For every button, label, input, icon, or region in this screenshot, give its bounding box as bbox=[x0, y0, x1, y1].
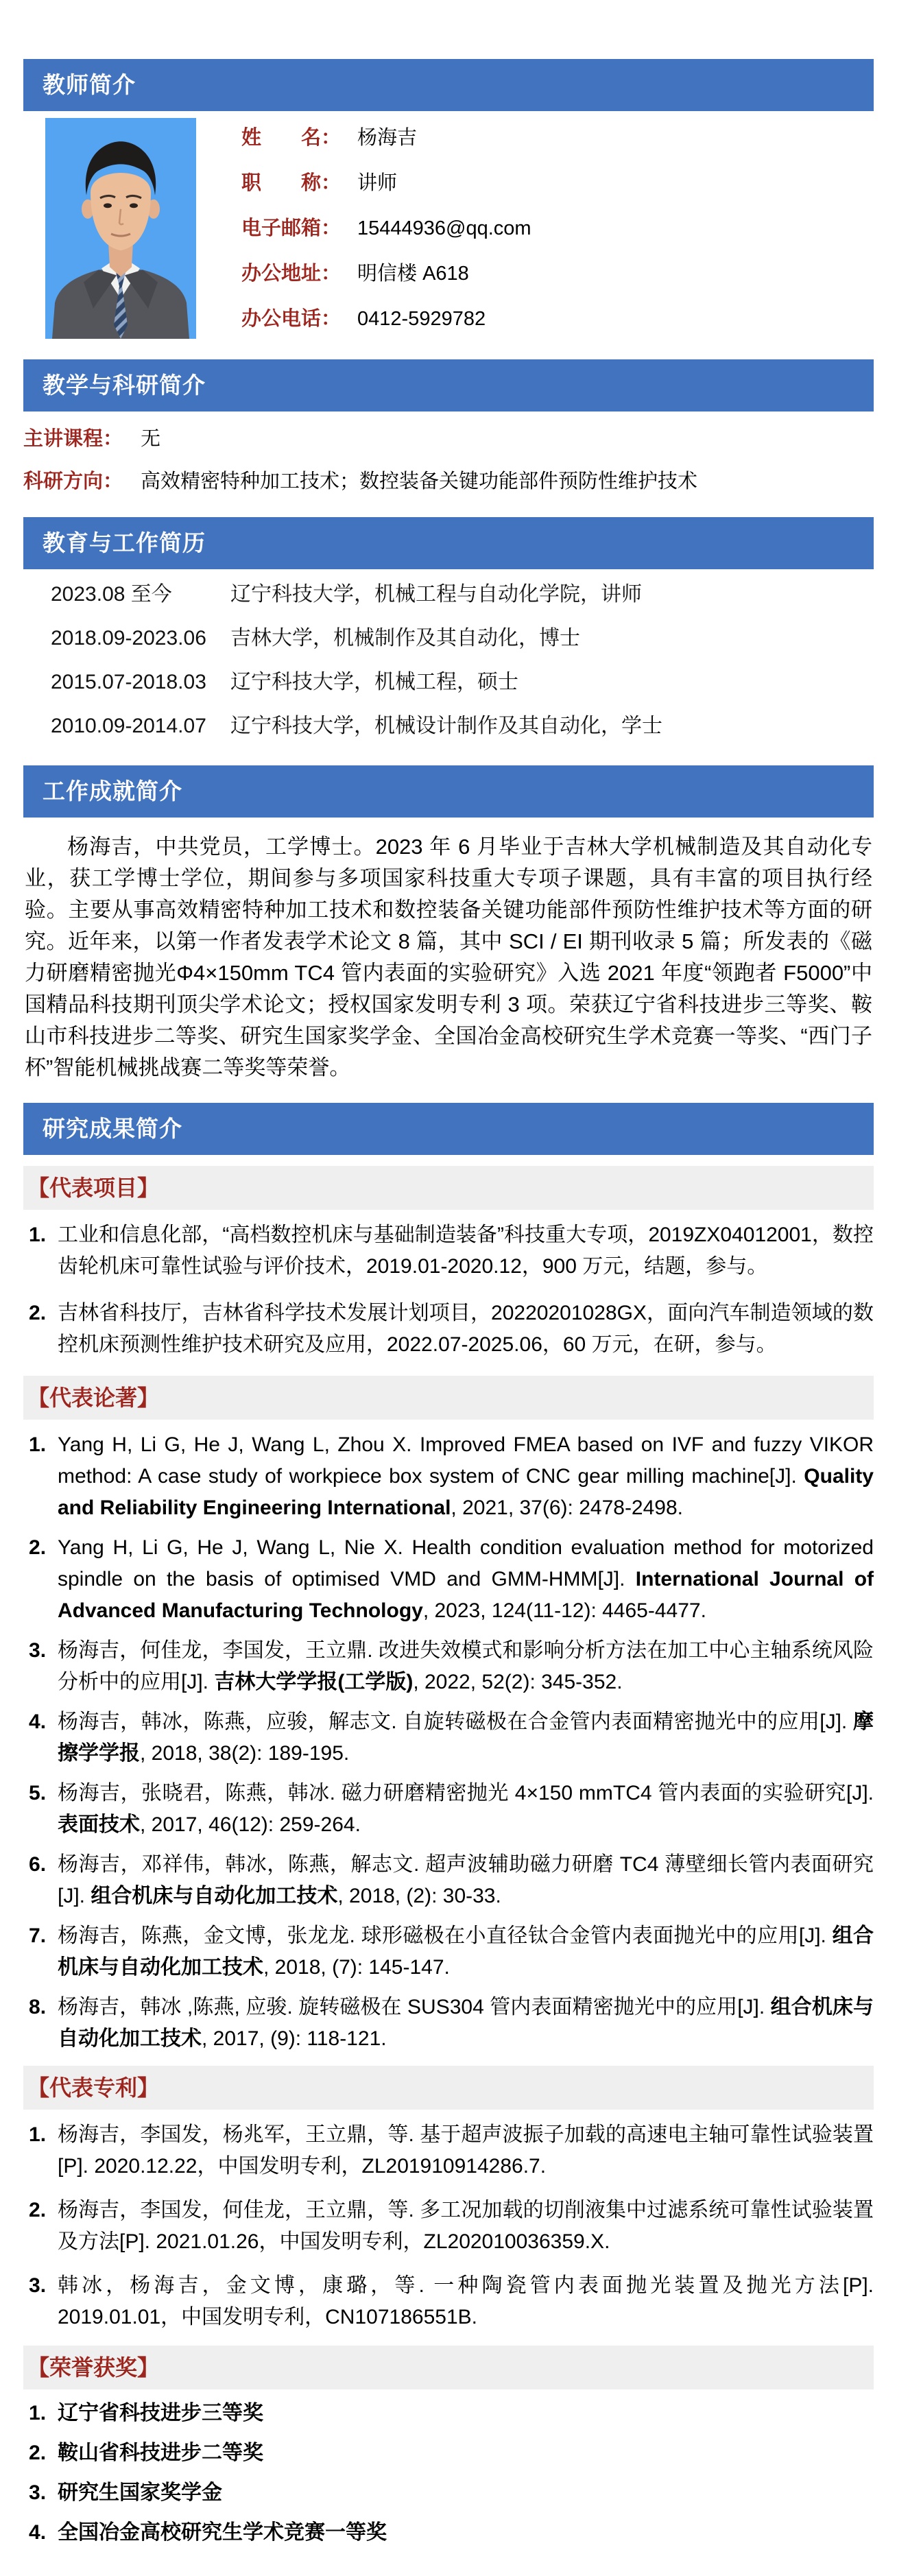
publication-item bbox=[23, 1849, 874, 1912]
pub-text: , 2018, (7): 145-147. bbox=[263, 1956, 450, 1979]
project-item: 工业和信息化部，“高档数控机床与基础制造装备”科技重大专项，2019ZX04012001，数控齿轮机床可靠性试验与评价技术，2019.01-2020.12，900 万元，结题，参与。 bbox=[58, 1224, 874, 1278]
publication-item bbox=[23, 1706, 874, 1769]
field-title-value: 讲师 bbox=[357, 172, 398, 194]
subheading-label: 【代表论著】 bbox=[27, 1385, 160, 1410]
publication-item bbox=[23, 1778, 874, 1841]
subheading-publications bbox=[23, 1376, 874, 1420]
section-title: 教育与工作简历 bbox=[43, 530, 206, 556]
field-office-label: 办公地址： bbox=[241, 263, 342, 285]
field-email-value: 15444936@qq.com bbox=[357, 217, 531, 239]
field-courses-value: 无 bbox=[141, 428, 161, 450]
publication-item bbox=[23, 1635, 874, 1698]
field-phone-label: 办公电话： bbox=[241, 308, 342, 330]
field-title-label: 职 称： bbox=[241, 172, 342, 194]
pub-text: 杨海吉，韩冰 ,陈燕, 应骏. 旋转磁极在 SUS304 管内表面精密抛光中的应用[J]. bbox=[58, 1996, 771, 2018]
field-courses-label: 主讲课程： bbox=[23, 428, 123, 450]
profile-info bbox=[241, 118, 531, 354]
pub-journal: Quality and Reliability Engineering International bbox=[58, 1465, 874, 1519]
field-research-direction-value: 高效精密特种加工技术；数控装备关键功能部件预防性维护技术 bbox=[141, 470, 698, 492]
publication-item bbox=[23, 1429, 874, 1524]
education-period: 2010.09-2014.07 bbox=[51, 715, 206, 737]
pub-text: 杨海吉，邓祥伟，韩冰，陈燕，解志文. 超声波辅助磁力研磨 TC4 薄壁细长管内表面研究[J]. bbox=[58, 1853, 874, 1907]
patent-item: 韩冰，杨海吉，金文博，康璐，等. 一种陶瓷管内表面抛光装置及抛光方法[P]. 2019.01.01，中国发明专利，CN107186551B. bbox=[58, 2274, 874, 2328]
field-courses bbox=[23, 428, 874, 450]
pub-text: , 2017, (9): 118-121. bbox=[202, 2027, 387, 2050]
publications-list bbox=[23, 1429, 874, 2055]
field-title bbox=[241, 173, 531, 193]
field-name-label: 姓 名： bbox=[241, 127, 342, 149]
field-phone bbox=[241, 309, 531, 329]
publication-item bbox=[23, 1920, 874, 1983]
section-header-achievements bbox=[23, 765, 874, 818]
profile-block bbox=[23, 118, 874, 354]
pub-text: 杨海吉，张晓君，陈燕，韩冰. 磁力研磨精密抛光 4×150 mmTC4 管内表面的实验研究[J]. bbox=[58, 1782, 874, 1804]
section-header-teacher-intro bbox=[23, 59, 874, 111]
id-photo-image bbox=[45, 118, 196, 339]
field-name-value: 杨海吉 bbox=[357, 127, 418, 149]
pub-text: , 2021, 37(6): 2478-2498. bbox=[451, 1496, 684, 1519]
section-title: 教学与科研简介 bbox=[43, 372, 206, 398]
section-header-research-results bbox=[23, 1103, 874, 1155]
faculty-profile-page bbox=[23, 0, 874, 2576]
field-office bbox=[241, 263, 531, 284]
honor-item: 辽宁省科技进步三等奖 bbox=[58, 2402, 263, 2424]
education-period: 2018.09-2023.06 bbox=[51, 627, 206, 649]
education-entry bbox=[23, 627, 874, 650]
pub-text: , 2017, 46(12): 259-264. bbox=[140, 1813, 361, 1836]
projects-list bbox=[23, 1219, 874, 1361]
field-office-value: 明信楼 A618 bbox=[357, 263, 469, 285]
education-detail: 辽宁科技大学，机械工程与自动化学院，讲师 bbox=[230, 583, 642, 606]
pub-text: , 2018, 38(2): 189-195. bbox=[140, 1742, 350, 1765]
field-research-direction-label: 科研方向： bbox=[23, 470, 123, 492]
pub-journal: 摩擦学学报 bbox=[58, 1710, 874, 1765]
pub-journal: 吉林大学学报(工学版) bbox=[214, 1671, 414, 1693]
pub-text: , 2023, 124(11-12): 4465-4477. bbox=[422, 1599, 706, 1622]
pub-text: 杨海吉，陈燕，金文博，张龙龙. 球形磁极在小直径钛合金管内表面抛光中的应用[J]. bbox=[58, 1924, 833, 1947]
pub-text: Yang H, Li G, He J, Wang L, Nie X. Health condition evaluation method for motorized spindle on the basis of optimised VMD and GMM-HMM[J]. bbox=[58, 1536, 874, 1590]
section-header-education bbox=[23, 517, 874, 569]
pub-journal: 组合机床与自动化加工技术 bbox=[58, 1996, 874, 2050]
honor-item: 鞍山省科技进步二等奖 bbox=[58, 2442, 263, 2464]
honor-item: 研究生国家奖学金 bbox=[58, 2481, 222, 2504]
pub-text: , 2022, 52(2): 345-352. bbox=[413, 1671, 623, 1693]
patent-item: 杨海吉，李国发，杨兆军，王立鼎，等. 基于超声波振子加载的高速电主轴可靠性试验装置[P]. 2020.12.22，中国发明专利，ZL201910914286.7. bbox=[58, 2123, 874, 2178]
teaching-block bbox=[23, 412, 874, 512]
pub-journal: 组合机床与自动化加工技术 bbox=[91, 1885, 338, 1907]
pub-journal: International Journal of Advanced Manufacturing Technology bbox=[58, 1568, 874, 1622]
education-period: 2015.07-2018.03 bbox=[51, 671, 206, 693]
subheading-honors bbox=[23, 2346, 874, 2389]
publication-item bbox=[23, 1532, 874, 1627]
education-entry bbox=[23, 583, 874, 606]
education-entry bbox=[23, 715, 874, 738]
project-item: 吉林省科技厅，吉林省科学技术发展计划项目，20220201028GX，面向汽车制造领域的数控机床预测性维护技术研究及应用，2022.07-2025.06，60 万元，在研，参与。 bbox=[58, 1302, 874, 1356]
honor-item: 全国冶金高校研究生学术竞赛一等奖 bbox=[58, 2521, 387, 2544]
field-name bbox=[241, 128, 531, 148]
section-title: 工作成就简介 bbox=[43, 778, 182, 804]
field-research-direction bbox=[23, 470, 874, 492]
subheading-patents bbox=[23, 2066, 874, 2110]
pub-journal: 表面技术 bbox=[58, 1813, 140, 1836]
subheading-label: 【代表项目】 bbox=[27, 1176, 160, 1200]
pub-text: 杨海吉，何佳龙，李国发，王立鼎. 改进失效模式和影响分析方法在加工中心主轴系统风险分析中的应用[J]. bbox=[58, 1639, 874, 1693]
publication-item bbox=[23, 1992, 874, 2055]
pub-journal: 组合机床与自动化加工技术 bbox=[58, 1924, 874, 1979]
achievements-paragraph: 杨海吉，中共党员，工学博士。2023 年 6 月毕业于吉林大学机械制造及其自动化专业，获工学博士学位，期间参与多项国家科技重大专项子课题，具有丰富的项目执行经验。主要从事高效精密特种加工技术和数控装备关键功能部件预防性维护技术等方面的研究。近年来，以第一作者发表学术论文 8 篇，其中 SCI / EI 期刊收录 5 篇；所发表的《磁力研磨精密抛光Φ4×150mm TC4 管内表面的实验研究》入选 2021 年度“领跑者 F5000”中国精品科技期刊顶尖学术论文；授权国家发明专利 3 项。荣获辽宁省科技进步三等奖、鞍山市科技进步二等奖、研究生国家奖学金、全国冶金高校研究生学术竞赛一等奖、“西门子杯”智能机械挑战赛二等奖等荣誉。 bbox=[25, 835, 872, 1080]
pub-text: Yang H, Li G, He J, Wang L, Zhou X. Improved FMEA based on IVF and fuzzy VIKOR method: A case study of workpiece box system of CNC gear milling machine[J]. bbox=[58, 1433, 874, 1488]
profile-photo bbox=[45, 118, 196, 339]
section-title: 研究成果简介 bbox=[43, 1116, 182, 1141]
education-period: 2023.08 至今 bbox=[51, 583, 172, 606]
section-header-teaching-research bbox=[23, 359, 874, 412]
patent-item: 杨海吉，李国发，何佳龙，王立鼎，等. 多工况加载的切削液集中过滤系统可靠性试验装置及方法[P]. 2021.01.26，中国发明专利，ZL202010036359.X. bbox=[58, 2199, 874, 2253]
pub-text: 杨海吉，韩冰，陈燕，应骏，解志文. 自旋转磁极在合金管内表面精密抛光中的应用[J]. bbox=[58, 1710, 853, 1733]
subheading-label: 【代表专利】 bbox=[27, 2075, 160, 2100]
field-email-label: 电子邮箱： bbox=[241, 217, 342, 239]
education-block bbox=[23, 569, 874, 760]
education-detail: 吉林大学，机械制作及其自动化，博士 bbox=[230, 627, 580, 649]
subheading-label: 【荣誉获奖】 bbox=[27, 2355, 160, 2380]
section-title: 教师简介 bbox=[43, 72, 136, 97]
field-phone-value: 0412-5929782 bbox=[357, 308, 486, 330]
patents-list bbox=[23, 2119, 874, 2333]
education-detail: 辽宁科技大学，机械工程，硕士 bbox=[230, 671, 518, 693]
honors-list bbox=[23, 2399, 874, 2547]
education-entry bbox=[23, 671, 874, 694]
subheading-projects bbox=[23, 1166, 874, 1210]
education-detail: 辽宁科技大学，机械设计制作及其自动化，学士 bbox=[230, 715, 662, 737]
field-email bbox=[241, 218, 531, 239]
pub-text: , 2018, (2): 30-33. bbox=[337, 1885, 501, 1907]
